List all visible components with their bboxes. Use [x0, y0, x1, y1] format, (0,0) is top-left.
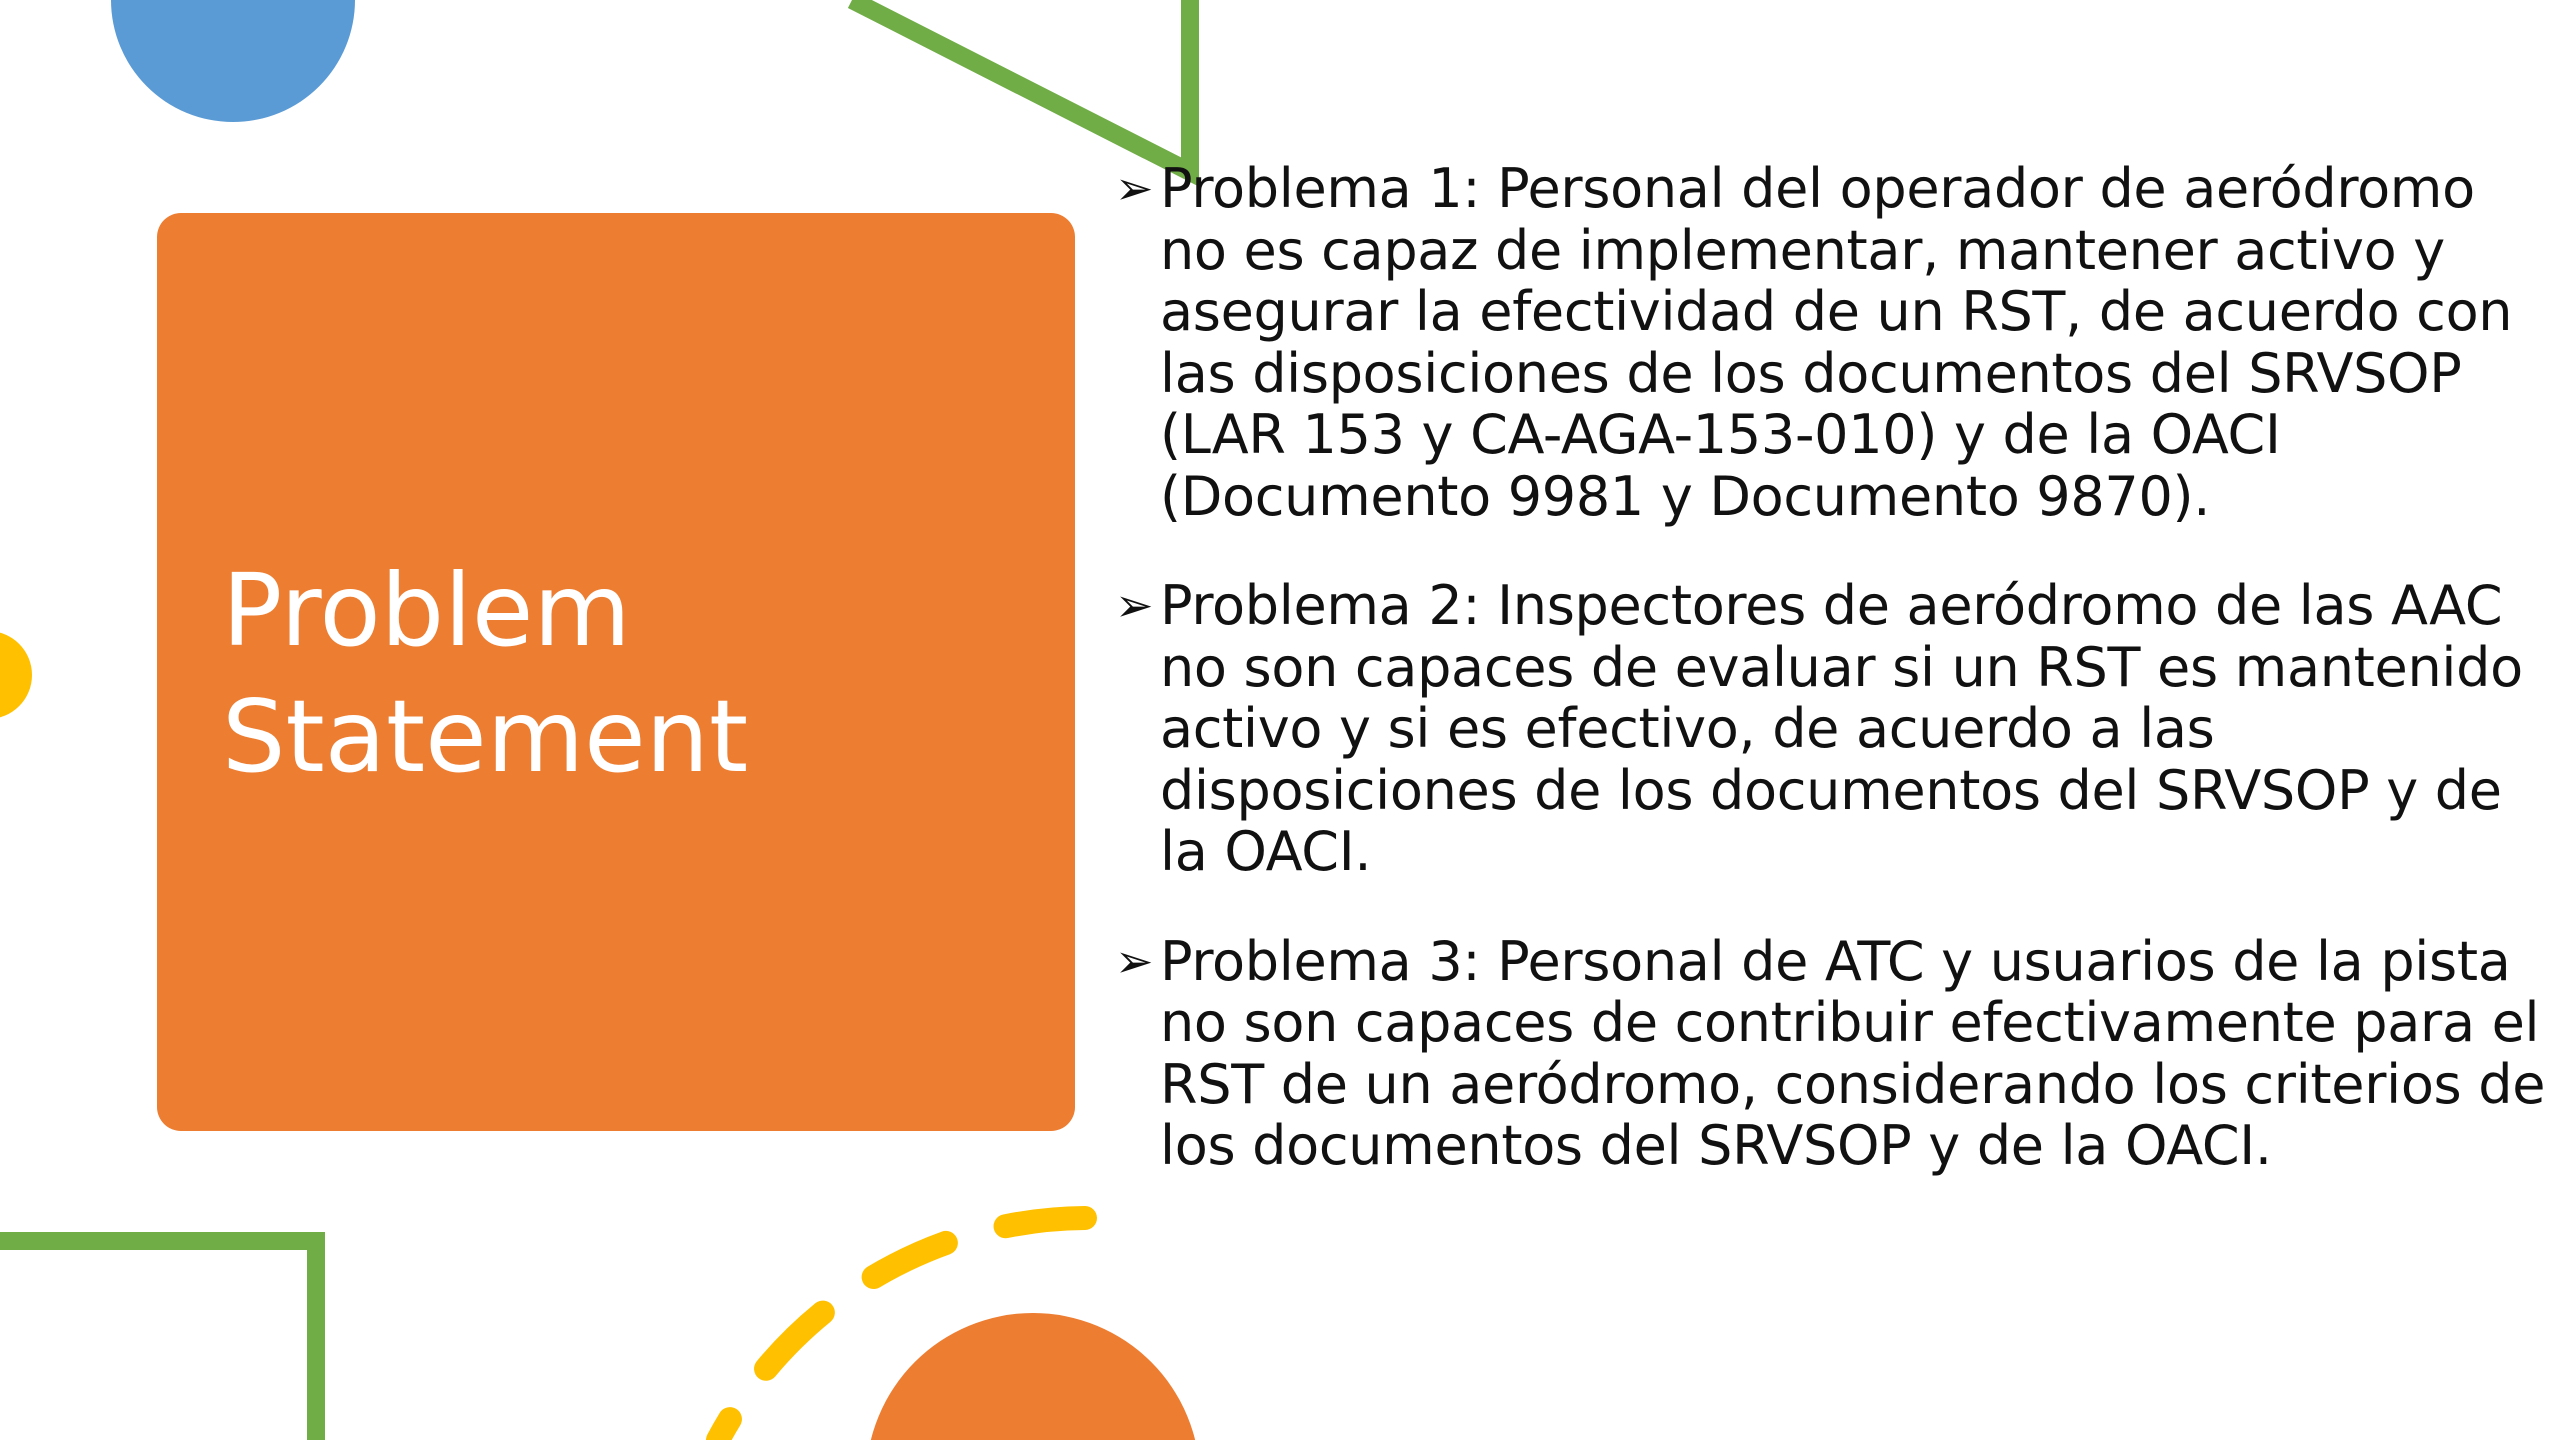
- green-triangle-shape: [852, 0, 1190, 172]
- problem-text-3: Problema 3: Personal de ATC y usuarios de la pista no son capaces de contribuir efectivamente para el RST de un aeródromo, considerando los criterios de los documentos del SRVSOP y de la OACI.: [1160, 929, 2546, 1177]
- arrowhead-bullet-icon: ➢: [1115, 161, 1154, 215]
- orange-circle-shape: [866, 1313, 1200, 1440]
- problem-text-2: Problema 2: Inspectores de aeródromo de las AAC no son capaces de evaluar si un RST es mantenido activo y si es efectivo, de acuerdo a las disposiciones de los documentos del SRVSOP y de la OACI.: [1160, 574, 2523, 883]
- slide-title: Problem Statement: [222, 552, 749, 795]
- arrowhead-bullet-icon: ➢: [1115, 933, 1154, 988]
- problem-item-1: [1115, 158, 2555, 527]
- problem-text-1: Problema 1: Personal del operador de aeródromo no es capaz de implementar, mantener activo y asegurar la efectividad de un RST, de acuerdo con las disposiciones de los documentos del SRVSOP (LAR 153 y CA-AGA-153-010) y de la OACI (Documento 9981 y Documento 9870).: [1160, 157, 2513, 528]
- problem-item-2: [1115, 575, 2555, 883]
- problem-list: [1115, 158, 2555, 1177]
- blue-circle-shape: [111, 0, 355, 122]
- title-box: [157, 213, 1075, 1131]
- arrowhead-bullet-icon: ➢: [1115, 578, 1154, 632]
- yellow-semicircle-shape: [0, 631, 32, 719]
- green-corner-frame-shape: [0, 1241, 316, 1440]
- problem-item-3: [1115, 931, 2555, 1177]
